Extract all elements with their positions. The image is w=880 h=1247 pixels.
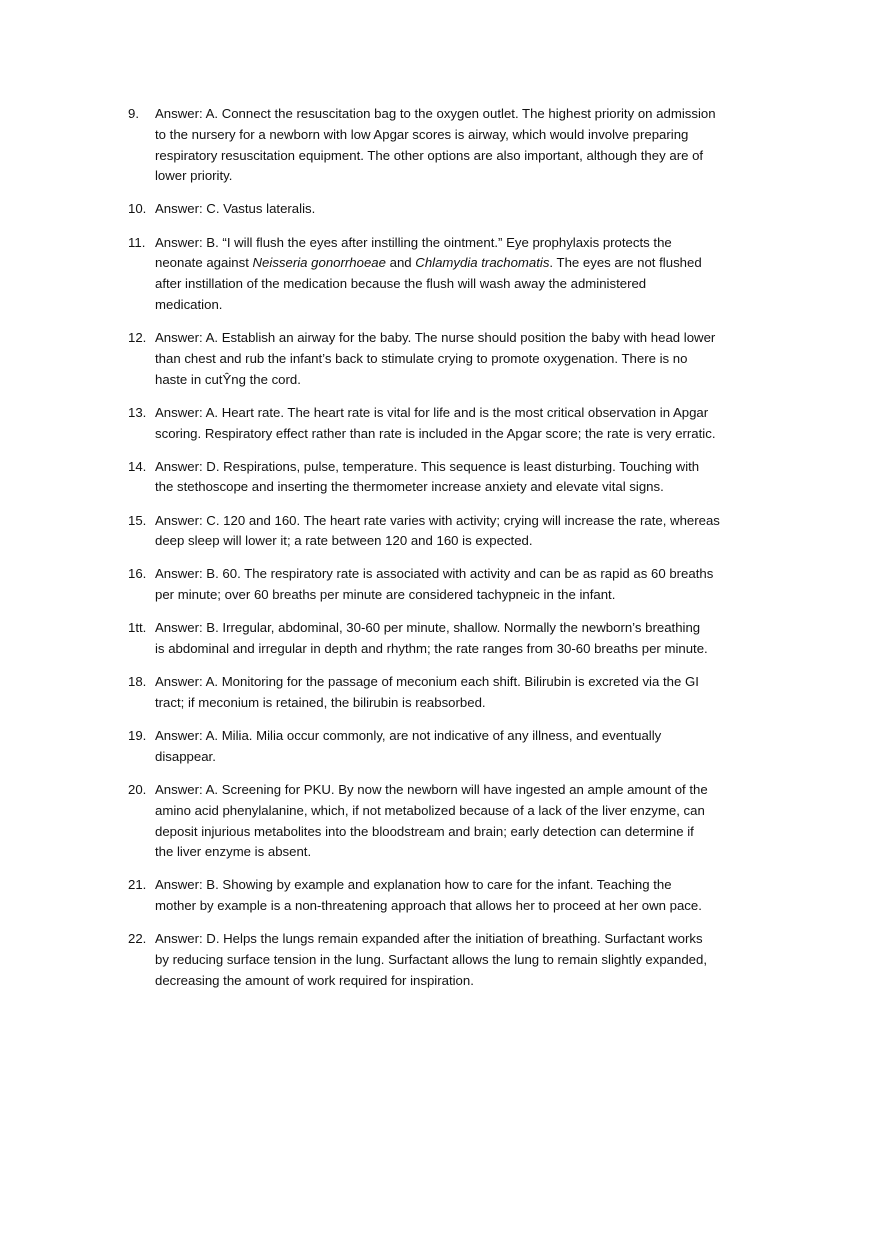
text-line: medication. <box>155 296 223 312</box>
text-line: Answer: D. Respirations, pulse, temperature. This sequence is least disturbing. Touching with <box>155 458 700 474</box>
italic-term: Chlamydia trachomatis <box>415 255 550 271</box>
item-text <box>155 199 788 220</box>
text-line: scoring. Respiratory effect rather than rate is included in the Apgar score; the rate is very erratic. <box>155 425 716 441</box>
text-line: haste in cutŶng the cord. <box>155 371 301 387</box>
text-line: than chest and rub the infant’s back to stimulate crying to promote oxygenation. There is no <box>155 350 688 366</box>
item-number: 13. <box>128 404 147 420</box>
text-line: per minute; over 60 breaths per minute are considered tachypneic in the infant. <box>155 587 616 603</box>
item-number: 1tt. <box>128 620 147 636</box>
text-line: Answer: B. “I will flush the eyes after instilling the ointment.” Eye prophylaxis protects the <box>155 234 672 250</box>
text-line: mother by example is a non-threatening approach that allows her to proceed at her own pace. <box>155 898 702 914</box>
item-text <box>155 564 788 606</box>
answer-item <box>128 929 788 991</box>
text-line: by reducing surface tension in the lung. Surfactant allows the lung to remain slightly expanded, <box>155 952 708 968</box>
text-line: after instillation of the medication because the flush will wash away the administered <box>155 276 647 292</box>
item-number: 11. <box>128 234 146 250</box>
text-line: decreasing the amount of work required for inspiration. <box>155 972 474 988</box>
text-line: Answer: A. Connect the resuscitation bag to the oxygen outlet. The highest priority on admission <box>155 106 716 121</box>
answer-item <box>128 328 788 390</box>
text-line: Answer: B. 60. The respiratory rate is associated with activity and can be as rapid as 60 breaths <box>155 566 714 582</box>
item-text <box>155 233 788 316</box>
answer-item <box>128 511 788 553</box>
answer-item <box>128 875 788 917</box>
text-line: lower priority. <box>155 168 233 184</box>
item-text <box>155 328 788 390</box>
item-text <box>155 403 788 445</box>
text-segment: neonate against <box>155 255 253 271</box>
item-number: 10. <box>128 201 147 217</box>
item-text <box>155 618 788 660</box>
text-line: Answer: A. Monitoring for the passage of meconium each shift. Bilirubin is excreted via the GI <box>155 674 699 690</box>
answer-item <box>128 199 788 220</box>
text-segment: and <box>385 255 416 271</box>
text-line: Answer: A. Establish an airway for the baby. The nurse should position the baby with head lower <box>155 330 716 346</box>
item-number: 21. <box>128 877 147 893</box>
item-text <box>155 875 788 917</box>
item-number: 18. <box>128 674 147 690</box>
text-line: Answer: B. Showing by example and explanation how to care for the infant. Teaching the <box>155 877 672 893</box>
answer-item <box>128 726 788 768</box>
item-text <box>155 780 788 863</box>
item-number: 16. <box>128 566 147 582</box>
item-number: 20. <box>128 781 147 797</box>
text-line: Answer: A. Heart rate. The heart rate is vital for life and is the most critical observation in Apgar <box>155 404 709 420</box>
answer-item <box>128 780 788 863</box>
text-line: Answer: A. Screening for PKU. By now the newborn will have ingested an ample amount of the <box>155 781 708 797</box>
text-line: disappear. <box>155 748 216 764</box>
item-text <box>155 929 788 991</box>
item-number: 19. <box>128 728 147 744</box>
text-line: respiratory resuscitation equipment. The other options are also important, although they are of <box>155 147 704 163</box>
item-text <box>155 726 788 768</box>
text-line: Answer: A. Milia. Milia occur commonly, are not indicative of any illness, and eventually <box>155 728 662 744</box>
italic-term: Neisseria gonorrhoeae <box>252 255 386 271</box>
item-number: 12. <box>128 330 147 346</box>
item-number: 9. <box>128 106 139 121</box>
text-line: is abdominal and irregular in depth and rhythm; the rate ranges from 30-60 breaths per minute. <box>155 641 708 657</box>
text-line: the liver enzyme is absent. <box>155 844 312 860</box>
item-number: 14. <box>128 458 147 474</box>
text-line <box>155 253 788 274</box>
answer-item <box>128 104 788 187</box>
answer-item <box>128 564 788 606</box>
answer-item <box>128 672 788 714</box>
answer-item <box>128 618 788 660</box>
item-number: 22. <box>128 931 147 947</box>
text-line: Answer: C. Vastus lateralis. <box>155 201 316 217</box>
item-text <box>155 457 788 499</box>
text-line: to the nursery for a newborn with low Apgar scores is airway, which would involve preparing <box>155 126 689 142</box>
answer-item <box>128 403 788 445</box>
text-line: amino acid phenylalanine, which, if not metabolized because of a lack of the liver enzyme, can <box>155 802 705 818</box>
text-line: the stethoscope and inserting the thermometer increase anxiety and elevate vital signs. <box>155 479 664 495</box>
answer-item <box>128 233 788 316</box>
text-line: Answer: D. Helps the lungs remain expanded after the initiation of breathing. Surfactant works <box>155 931 703 947</box>
answer-item <box>128 457 788 499</box>
text-line: deposit injurious metabolites into the bloodstream and brain; early detection can determine if <box>155 823 694 839</box>
text-line: deep sleep will lower it; a rate between 120 and 160 is expected. <box>155 533 533 549</box>
item-text <box>155 672 788 714</box>
text-segment: . The eyes are not flushed <box>549 255 702 271</box>
item-number: 15. <box>128 512 147 528</box>
item-text <box>155 104 788 187</box>
text-line: Answer: B. Irregular, abdominal, 30-60 per minute, shallow. Normally the newborn’s breathing <box>155 620 701 636</box>
item-text <box>155 511 788 553</box>
text-line: tract; if meconium is retained, the bilirubin is reabsorbed. <box>155 695 486 710</box>
answer-list <box>128 104 788 1004</box>
text-line: Answer: C. 120 and 160. The heart rate varies with activity; crying will increase the rate, whereas <box>155 512 720 528</box>
